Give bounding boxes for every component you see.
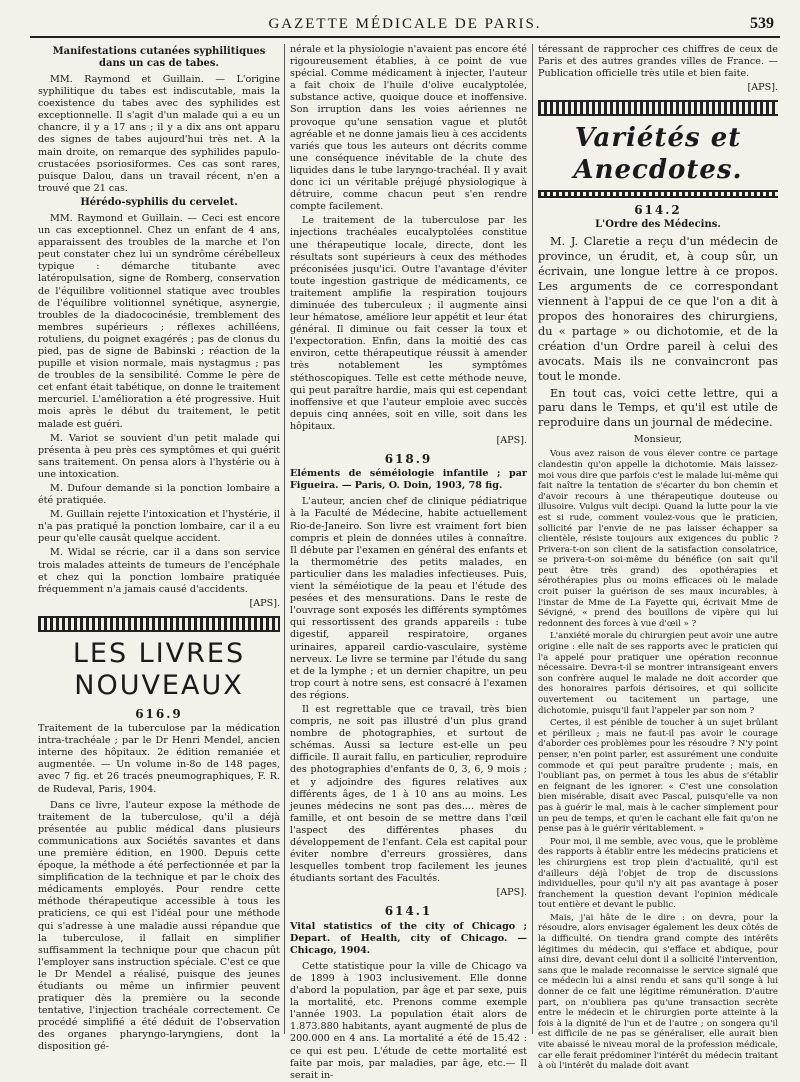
signature: [APS]. [496, 887, 527, 899]
column-left [38, 44, 280, 1053]
paragraph: M. Dufour demande si la ponction lombaire a été pratiquée. [38, 483, 280, 507]
paragraph: En tout cas, voici cette lettre, qui a paru dans le Temps, et qu'il est utile de reproduire dans un journal de médecine. [538, 386, 778, 430]
paragraph: nérale et la physiologie n'avaient pas encore été rigoureusement établies, à ce point de vue spécial. Comme médicament à injecter, l'auteur a fait choix de l'huile d'olive eucalyptolée, substance active, quoique douce et inoffensive. Son irruption dans les voies aériennes ne provoque qu'une sensation vague et plutôt agréable et ne donne jamais lieu à ces accidents variés que tous les auteurs ont décrits comme une conséquence inévitable de la chute des liquides dans le tube laryngo-trachéal. Il y avait donc ici un véritable préjugé physiologique à détruire, comme chacun peut s'en rendre compte facilement. [290, 44, 527, 213]
column-right [538, 44, 778, 1072]
paragraph: Il est regrettable que ce travail, très bien compris, ne soit pas illustré d'un plus grand nombre de photographies, et surtout de schémas. Aussi sa lecture est-elle un peu difficile. Il aurait fallu, en particulier, reproduire des photographies d'enfants de 0, 3, 6, 9 mois ; et y adjoindre des figures relatives aux différents âges, de 1 à 10 ans au moins. Les jeunes médecins ne sont pas des.... mères de famille, et ont besoin de se mettre dans l'œil l'aspect des différentes phases du développement de l'enfant. Cela est capital pour éviter nombre d'erreurs grossières, dans lesquelles tombent trop facilement les jeunes étudiants sortant des Facultés. [290, 703, 527, 885]
journal-title: GAZETTE MÉDICALE DE PARIS. [268, 16, 542, 32]
page-header [30, 14, 780, 38]
section-title-varietes: Variétés et Anecdotes. [573, 123, 743, 186]
book-reference: Eléments de séméiologie infantile ; par Figueira. — Paris, O. Doin, 1903, 78 fig. [290, 468, 527, 492]
page-number: 539 [750, 15, 774, 32]
paragraph: Dans ce livre, l'auteur expose la méthode de traitement de la tuberculose, qu'il a déjà présentée au public médical dans plusieurs communications aux Sociétés savantes et dans une première édition, en 1900. Depuis cette époque, la méthode a été perfectionnée et par la simplification de la technique et par le choix des médicaments employés. Pour rendre cette méthode thérapeutique accessible à tous les praticiens, ce qui est l'idéal pour une méthode qui s'adresse à une maladie aussi répandue que la tuberculose, il fallait en simplifier suffisamment la technique pour que chacun pût l'employer sans instruction spéciale. C'est ce que le Dr Mendel a réalisé, puisque des jeunes étudiants ou même un infirmier peuvent pratiquer dès la première ou la seconde tentative, l'injection trachéale correctement. Ce procédé simplifié a été déduit de l'observation des organes pharyngo-laryngiens, dont la disposition gé- [38, 799, 280, 1053]
signature: [APS]. [747, 82, 778, 94]
book-reference: Traitement de la tuberculose par la médication intra-trachéale ; par le Dr Henri Mendel, ancien interne des hôpitaux. 2e édition remaniée et augmentée. — Un volume in-8o de 148 pages, avec 7 fig. et 26 tracés pneumographiques, F. R. de Rudeval, Paris, 1904. [38, 723, 280, 795]
paragraph: Mais, j'ai hâte de le dire : on devra, pour la résoudre, alors envisager également les deux côtés de la difficulté. On tiendra grand compte des intérêts légitimes du médecin, qui s'efface et abdique, pour ainsi dire, devant celui dont il a sollicité l'intervention, sans que le malade reconnaisse le service signalé que ce médecin lui a ainsi rendu et sans qu'il songe à lui donner de ce fait une légitime rémunération. D'autre part, on n'oubliera pas qu'une transaction secrète entre le médecin et le chirurgien porte atteinte à la fois à la dignité de l'un et de l'autre ; on songera qu'il est difficile de ne pas se généraliser, elle aurait bien vite abaissé le niveau moral de la profession médicale, car elle ferait prédominer l'intérêt du médecin traitant à où l'intérêt du malade doit avant [538, 912, 778, 1072]
paragraph: M. J. Claretie a reçu d'un médecin de province, un érudit, et, à coup sûr, un écrivain, une longue lettre à ce propos. Les arguments de ce correspondant viennent à l'appui de ce que l'on a dit à propos des honoraires des chirurgiens, du « partage » ou dichotomie, et de la création d'un Ordre pareil à celui des avocats. Mais ils ne convaincront pas tout le monde. [538, 235, 778, 383]
paragraph: M. Guillain rejette l'intoxication et l'hystérie, il n'a pas pratiqué la ponction lombaire, car il a eu peur qu'elle causât quelque accident. [38, 509, 280, 545]
ornamental-banner [38, 616, 280, 632]
paragraph: L'anxiété morale du chirurgien peut avoir une autre origine : elle naît de ses rapports avec le praticien qui l'a appelé pour pratiquer une opération reconnue nécessaire. Devra-t-il se montrer intransigeant envers son confrère auquel le malade ne doit accorder que des honoraires parfois dérisoires, et qui sollicite ouvertement ou tacitement un partage, une dichotomie, puisqu'il faut l'appeler par son nom ? [538, 631, 778, 716]
classification-number: 614.2 [634, 203, 682, 218]
ornamental-rule [538, 190, 778, 198]
paragraph: MM. Raymond et Guillain. — L'origine syphilitique du tabes est indiscutable, mais la coexistence du tabes avec des syphilides est exceptionnelle. Il s'agit d'un malade qui a eu un chancre, il y a 17 ans ; il y a dix ans ont apparu des signes de tabes aujourd'hui très net. A la main droite, on remarque des syphilides papulo-crustacées psoriosiformes. Ces cas sont rares, puisque Dalou, dans un travail récent, n'en a trouvé que 21 cas. [38, 74, 280, 194]
classification-number: 614.1 [384, 904, 433, 919]
paragraph: MM. Raymond et Guillain. — Ceci est encore un cas exceptionnel. Chez un enfant de 4 ans, apparaissent des troubles de la marche et l'on peut constater chez lui un syndrôme cérébelleux typique : démarche titubante avec latéropulsation, signe de Romberg, conservation de l'équilibre volitionnel statique avec troubles de l'équilibre volitionnel synétique, asynergie, troubles de la diadococinésie, tremblement des membres supérieurs ; réflexes achilléens, rotuliens, du poignet exagérés ; pas de clonus du pied, pas de signe de Babinski ; réaction de la pupille et vision normale, mais nystagmus ; pas de troubles de la sensibilité. Comme le père de cet enfant était tabétique, on donne le traitement mercuriel. L'amélioration a été progressive. Huit mois après le début du traitement, le petit malade est guéri. [38, 212, 280, 430]
salutation: Monsieur, [633, 434, 683, 446]
classification-number: 618.9 [384, 452, 433, 467]
signature: [APS]. [249, 597, 280, 609]
signature: [APS]. [496, 435, 527, 446]
paragraph: L'auteur, ancien chef de clinique pédiatrique à la Faculté de Médecine, habite actuellement Rio-de-Janeiro. Son livre est vraiment fort bien compris et plein de données utiles à connaître. Il débute par l'examen en général des enfants et la thermométrie des petits malades, en particulier dans les maladies infectieuses. Puis, vient la séméiotique de la peau et l'étude des pesées et des mensurations. Dans le reste de l'ouvrage sont exposés les différents symptômes qui ressortissent des grands appareils : tube digestif, appareil respiratoire, organes urinaires, appareil cardio-vasculaire, système nerveux. Le livre se termine par l'étude du sang et de la lymphe ; et un dernier chapitre, un peu trop court à notre sens, est consacré à l'examen des régions. [290, 496, 527, 701]
classification-number: 616.9 [135, 706, 183, 721]
column-divider [284, 44, 285, 1034]
paragraph: M. Variot se souvient d'un petit malade qui présenta à peu près ces symptômes et qui guérit sans traitement. On pensa alors à l'hystérie ou à une intoxication. [38, 432, 280, 480]
column-divider [532, 44, 533, 1034]
section-heading: L'Ordre des Médecins. [595, 219, 721, 231]
paragraph: téressant de rapprocher ces chiffres de ceux de Paris et des autres grandes villes de France. — Publication officielle très utile et bien faite. [538, 44, 778, 80]
title-line: LES LIVRES [72, 637, 246, 669]
section-heading: Manifestations cutanées syphilitiques dans un cas de tabes. [52, 46, 266, 69]
ornamental-banner [538, 100, 778, 116]
paragraph: Cette statistique pour la ville de Chicago va de 1899 à 1903 inclusivement. Elle donne d'abord la population, par âge et par sexe, puis la mortalité, etc. Prenons comme exemple l'année 1903. La population était alors de 1.873.880 habitants, ayant augmenté de plus de 200.000 en 4 ans. La mortalité a été de 15.42 : ce qui est peu. L'étude de cette mortalité est faite par mois, par maladies, par âge, etc.— Il serait in- [290, 960, 527, 1081]
paragraph: Pour moi, il me semble, avec vous, que le problème des rapports à établir entre les médecins praticiens et les chirurgiens est trop plein d'actualité, qu'il est d'ailleurs déjà l'objet de trop de discussions individuelles, pour qu'il n'y ait pas avantage à poser franchement la question devant l'opinion médicale tout entière et devant le public. [538, 836, 778, 911]
paragraph: M. Widal se récrie, car il a dans son service trois malades atteints de tumeurs de l'encéphale et chez qui la ponction lombaire pratiquée fréquemment n'a jamais causé d'accidents. [38, 547, 280, 595]
book-reference: Vital statistics of the city of Chicago ; Depart. of Health, city of Chicago. — Chicago, 1904. [290, 920, 527, 956]
section-title-livres [38, 638, 280, 702]
column-middle [290, 44, 527, 1081]
paragraph: Le traitement de la tuberculose par les injections trachéales eucalyptolées constitue une thérapeutique locale, directe, dont les résultats sont supérieurs à ceux des méthodes préconisées jusqu'ici. Outre l'avantage d'éviter toute ingestion gastrique de médicaments, ce traitement amplifie la respiration toujours diminuée des tuberculeux ; il augmente ainsi leur hématose, améliore leur appétit et leur état général. Il diminue ou fait cesser la toux et l'expectoration. Enfin, dans la moitié des cas environ, cette thérapeutique réussit à amender très notablement les symptômes stéthoscopiques. Telle est cette méthode neuve, qui peut paraître hardie, mais qui est cependant inoffensive et que l'auteur emploie avec succès depuis cinq années, soit en ville, soit dans les hôpitaux. [290, 215, 527, 432]
title-line: NOUVEAUX [74, 669, 244, 701]
paragraph: Certes, il est pénible de toucher à un sujet brûlant et périlleux ; mais ne faut-il pas avoir le courage d'aborder ces problèmes pour les résoudre ? N'y point penser, n'en point parler, est assurément une conduite commode et qui peut paraître prudente ; mais, en l'oubliant pas, on permet à tous les abus de s'établir en feignant de les ignorer. « C'est une consolation bien misérable, disait avec Pascal, puisqu'elle va non pas à guérir le mal, mais à le cacher simplement pour un peu de temps, et qu'en le cachant elle fait qu'on ne pense pas à le guérir véritablement. » [538, 718, 778, 835]
section-heading: Hérédo-syphilis du cervelet. [80, 196, 238, 208]
paragraph: Vous avez raison de vous élever contre ce partage clandestin qu'on appelle la dichotomie. Mais laissez-moi vous dire que parfois c'est le malade lui-même qui fait naître la tentation de s'écarter du bon chemin et d'avoir recours à une thérapeutique douteuse ou illusoire. Vulgus vult decipi. Quand la lutte pour la vie est si rude, comment voulez-vous que le praticien, sollicité par l'envie de ne pas laisser échapper sa clientèle, résiste toujours aux exigences du public ? Privera-t-on son client de la satisfaction consolatrice, se privera-t-on soi-même du bénéfice (on sait qu'il peut être très grand) des opothérapies et sérothérapies plus ou moins efficaces où le malade croit puiser la guérison de ses maux incurables, à l'instar de Mme de La Fayette qui, écrivait Mme de Sévigné, « prend des bouillons de vipère qui lui redonnent des forces à vue d'œil » ? [538, 449, 778, 629]
